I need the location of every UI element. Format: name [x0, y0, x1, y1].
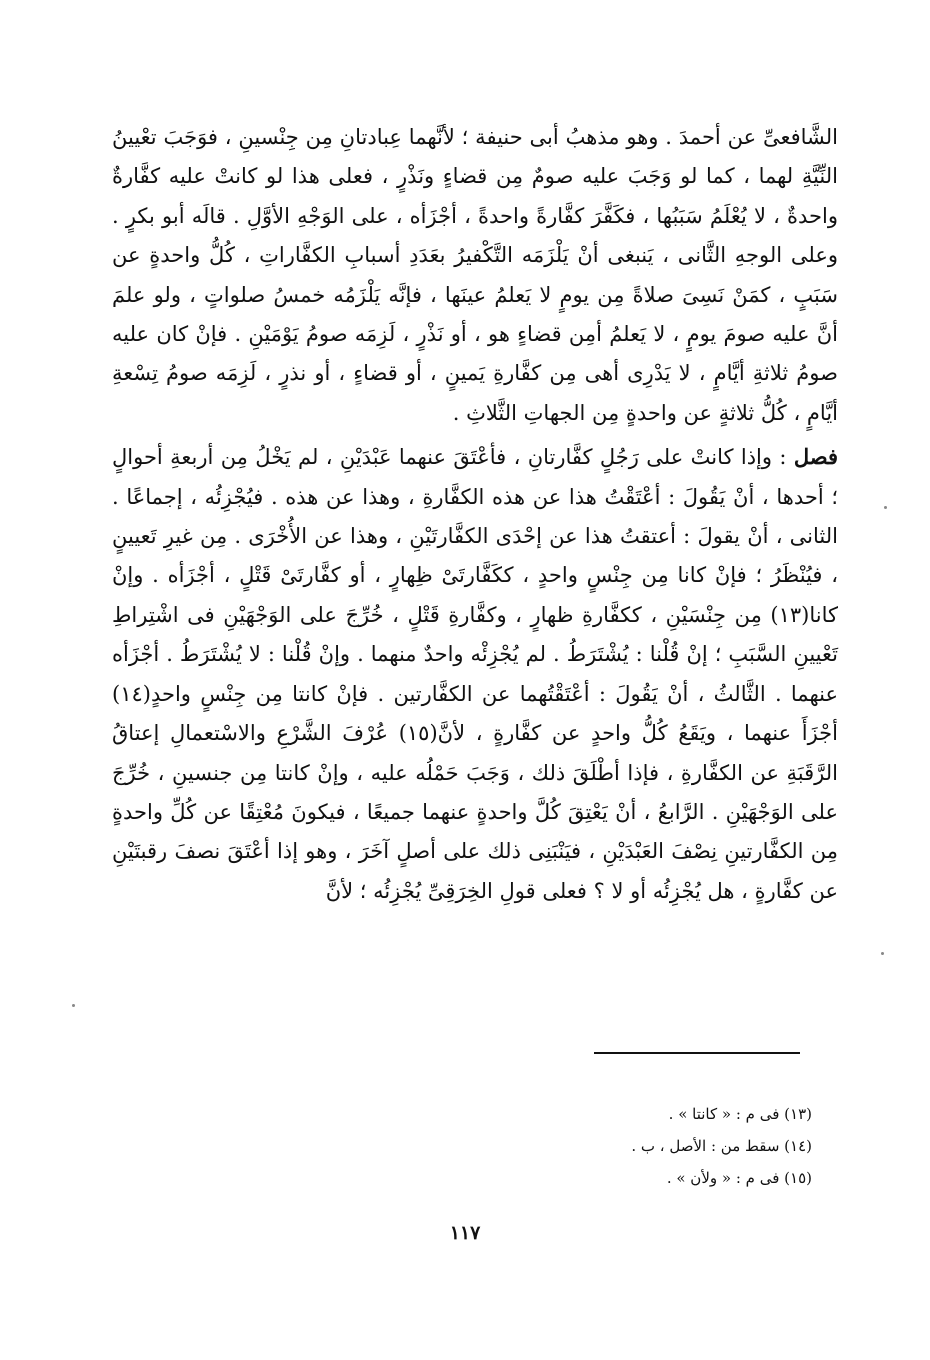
main-text: [112, 118, 838, 911]
scan-speck: [72, 1004, 75, 1007]
paragraph-2: [112, 437, 838, 911]
footnote-15: (١٥) فى م : « ولأن » .: [666, 1169, 812, 1187]
paragraph-1: [112, 118, 838, 433]
scan-speck: [881, 952, 884, 955]
page-number: ١١٧: [449, 1222, 481, 1244]
footnote-14: (١٤) سقط من : الأصل ، ب .: [631, 1137, 812, 1155]
footnote-separator: [594, 1052, 800, 1054]
scan-speck: [884, 506, 887, 509]
footnote-13: (١٣) فى م : « كانتا » .: [668, 1105, 812, 1123]
section-heading-fasl: فصل: [793, 444, 838, 470]
paragraph-1-text: الشَّافعىِّ عن أحمدَ . وهو مذهبُ أبى حنيفة ؛ لأنَّهما عِبادتانِ مِن جِنْسينِ ، فوَجَبَ تعْيينُ النِّيَّةِ لهما ، كما لو وَجَبَ عليه صومٌ مِن قضاءٍ ونَذْرٍ ، فعلى هذا لو كانتْ عليه كفَّارةٌ واحدةٌ ، لا يُعْلَمُ سَبَبُها ، فكَفَّرَ كفَّارةً واحدةً ، أجْزَأه ، على الوَجْهِ الأوَّلِ . قالَه أبو بكرٍ . وعلى الوجهِ الثَّانى ، يَنبغى أنْ يَلْزَمَه التَّكْفيرُ بعَدَدِ أسبابِ الكفَّاراتِ ، كُلُّ واحدةٍ عن سَبَبٍ ، كمَنْ نَسِىَ صلاةً مِن يومٍ لا يَعلمُ عينَها ، فإنَّه يَلْزَمُه خمسُ صلواتٍ ، ولو علمَ أنَّ عليه صومَ يومٍ ، لا يَعلمُ أمِن قضاءٍ هو ، أو نَذْرٍ ، لَزِمَه صومُ يَوْمَيْنِ . فإنْ كان عليه صومُ ثلاثةِ أيَّامٍ ، لا يَدْرِى أهى مِن كفَّارةِ يَمينٍ ، أو قضاءٍ ، أو نذرٍ ، لَزِمَه صومُ تِسْعةِ أيَّامٍ ، كُلُّ ثلاثةٍ عن واحدةٍ مِن الجهاتِ الثَّلاثِ .: [112, 125, 838, 425]
paragraph-2-text: : وإذا كانتْ على رَجُلٍ كفَّارتانِ ، فأعْتَقَ عنهما عَبْدَيْنِ ، لم يَخْلُ مِن أربعةِ أحوالٍ ؛ أحدها ، أنْ يَقُولَ : أعْتَقْتُ هذا عن هذه الكفَّارةِ ، وهذا عن هذه . فيُجْزِئُه ، إجماعًا . الثانى ، أنْ يقولَ : أعتقتُ هذا عن إحْدَى الكفَّارتَيْنِ ، وهذا عن الأُخْرَى . مِن غيرِ تَعيينٍ ، فيُنْظَرُ ؛ فإنْ كانا مِن جِنْسٍ واحدٍ ، ككَفَّارتَىْ ظِهارٍ ، أو كفَّارتَىْ قَتْلٍ ، أجْزَأه . وإنْ كانا(١٣) مِن جِنْسَيْنِ ، ككفَّارةِ ظهارٍ ، وكفَّارةِ قَتْلٍ ، خُرِّجَ على الوَجْهَيْنِ فى اشْتِراطِ تَعْيينِ السَّبَبِ ؛ إنْ قُلْنا : يُشْتَرَطُ . لم يُجْزِئْه واحدٌ منهما . وإنْ قُلْنا : لا يُشْتَرَطُ . أجْزَأه عنهما . الثَّالثُ ، أنْ يَقُولَ : أعْتَقْتُهما عن الكفَّارتين . فإنْ كانتا مِن جِنْسٍ واحدٍ(١٤) أجْزَأَ عنهما ، ويَقَعُ كُلُّ واحدٍ عن كفَّارةٍ ، لأنَّ(١٥) عُرْفَ الشَّرْعِ والاسْتعمالِ إعتاقُ الرَّقَبَةِ عن الكفَّارةِ ، فإذا أطْلَقَ ذلك ، وَجَبَ حَمْلُه عليه ، وإنْ كانتا مِن جنسينِ ، خُرِّجَ على الوَجْهَيْنِ . الرَّابعُ ، أنْ يَعْتِقَ كُلَّ واحدةٍ عنهما جميعًا ، فيكونَ مُعْتِقًا عن كُلِّ واحدةٍ مِن الكفَّارتينِ نِصْفَ العَبْدَيْنِ ، فيَنْبَنِى ذلك على أصلٍ آخَرَ ، وهو إذا أعْتَقَ نصفَ رقبتَيْنِ عن كفَّارةٍ ، هل يُجْزِئُه أو لا ؟ فعلى قولِ الخِرَقِىِّ يُجْزِئُه ؛ لأنَّ: [112, 445, 838, 903]
footnotes: [500, 1098, 812, 1194]
